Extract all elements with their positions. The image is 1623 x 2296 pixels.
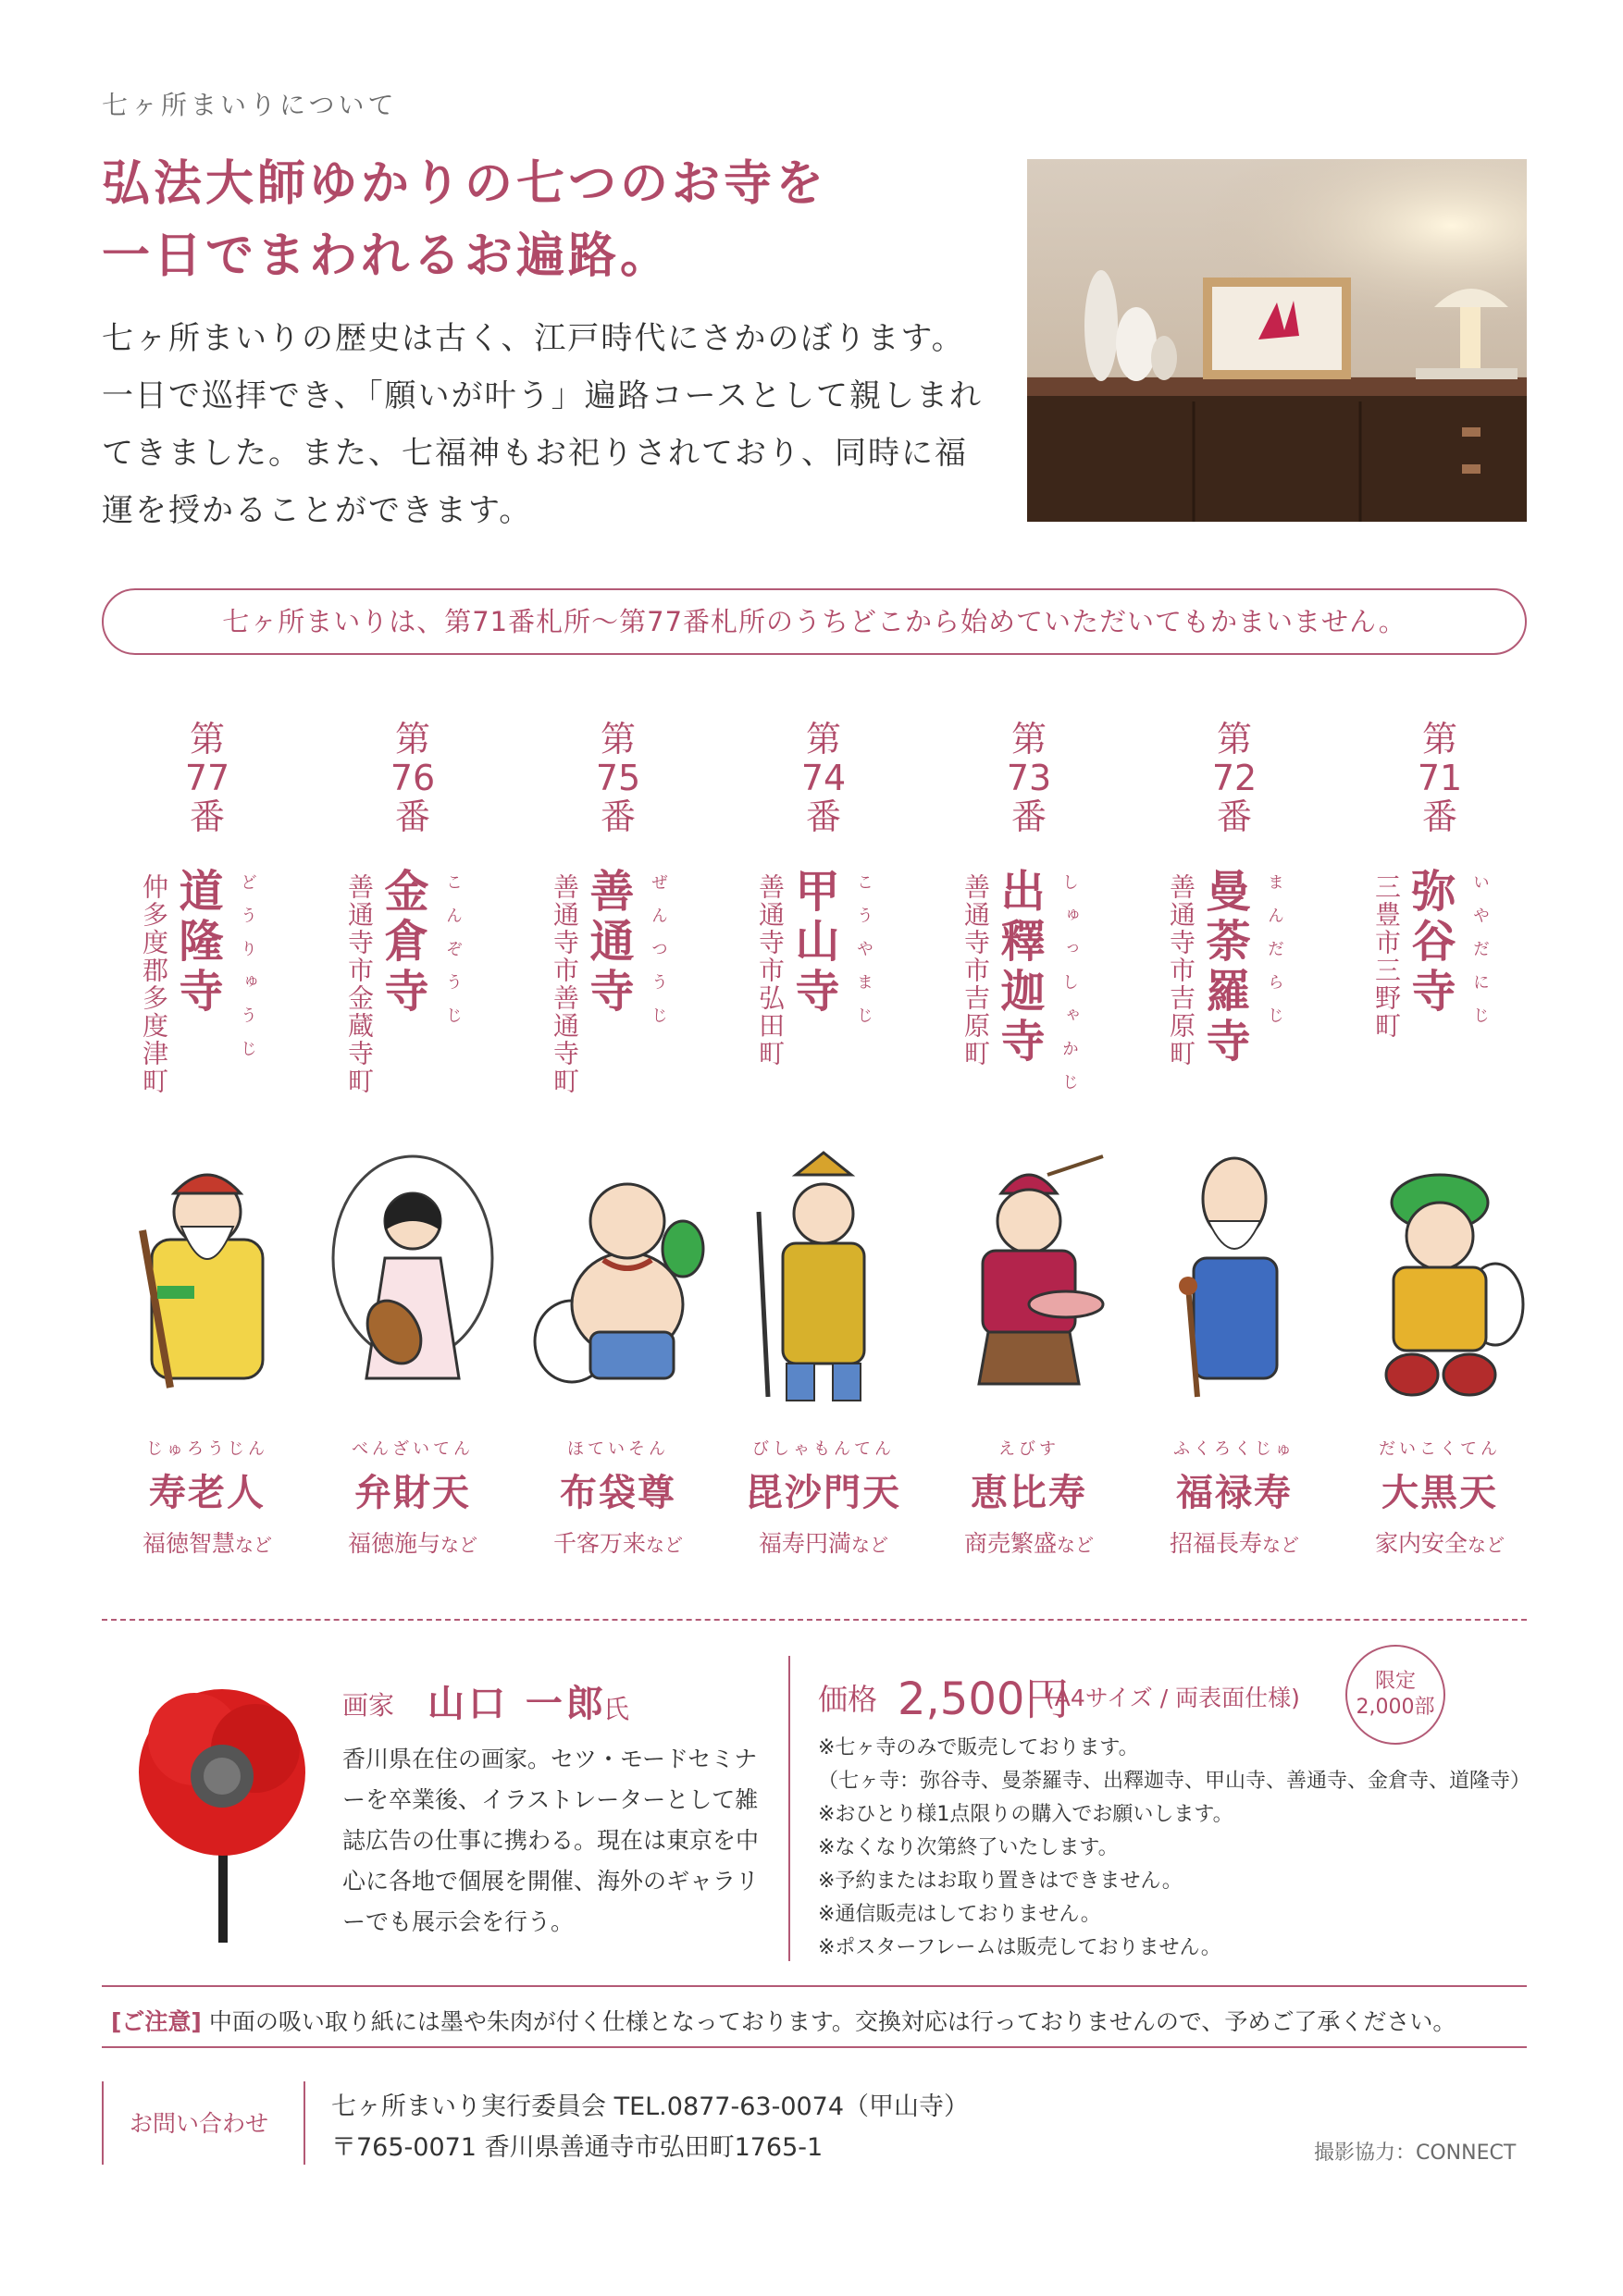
temple-number: 第 74 番 — [800, 719, 847, 837]
god-name: 毘沙門天 — [746, 1472, 901, 1514]
god-benefit: 商売繁盛など — [963, 1530, 1094, 1557]
temple-name: 弥谷寺 — [1404, 868, 1456, 1018]
benzaiten-illustration — [320, 1147, 505, 1406]
temple-number: 第 77 番 — [184, 719, 230, 837]
temple-reading: ぜんつうじ — [649, 873, 668, 1040]
contact-divider — [304, 2081, 305, 2165]
price-spec: (A4サイズ / 両表面仕様) — [1046, 1685, 1300, 1711]
temple-name: 出釋迦寺 — [993, 868, 1045, 1068]
temple-name: 道隆寺 — [171, 868, 223, 1018]
god-name: 恵比寿 — [971, 1472, 1087, 1514]
artist-honorific: 氏 — [603, 1694, 630, 1724]
sales-notes — [818, 1732, 1558, 1965]
god-name: 布袋尊 — [560, 1472, 676, 1514]
god-reading: だいこくてん — [1379, 1439, 1501, 1459]
note-item: ※おひとり様1点限りの購入でお願いします。 — [818, 1803, 1233, 1826]
note-item: ※なくなり次第終了いたします。 — [818, 1836, 1119, 1859]
god-benefit: 福寿円満など — [758, 1530, 888, 1557]
god-benefit: 招福長寿など — [1169, 1530, 1299, 1557]
temple-address: 善通寺市弘田町 — [755, 873, 786, 1068]
ebisu-illustration — [936, 1147, 1121, 1406]
temple-address: 善通寺市善通寺町 — [550, 873, 580, 1095]
god-reading: えびす — [998, 1439, 1059, 1459]
god-name: 福禄寿 — [1176, 1472, 1293, 1514]
headline — [102, 148, 827, 292]
god-reading: べんざいてん — [352, 1439, 474, 1459]
temple-number: 第 73 番 — [1006, 719, 1052, 837]
jurojin-illustration — [115, 1147, 300, 1406]
temple-reading: しゅっしゃかじ — [1059, 873, 1079, 1106]
artist-bio: 香川県在住の画家。セツ・モードセミナーを卒業後、イラストレーターとして雑誌広告の仕事に携わる。現在は東京を中心に各地で個展を開催、海外のギャラリーでも展示会を行う。 — [342, 1746, 760, 1935]
contact-line-1: 七ヶ所まいり実行委員会 TEL.0877-63-0074（甲山寺） — [331, 2092, 970, 2121]
photo-credit: 撮影協力：CONNECT — [1314, 2142, 1517, 2165]
temple-name: 甲山寺 — [787, 868, 839, 1018]
temple-address: 善通寺市金蔵寺町 — [344, 873, 375, 1095]
temple-name: 曼荼羅寺 — [1198, 868, 1250, 1068]
contact-info — [331, 2087, 969, 2168]
price-value: 2,500円 — [898, 1673, 1070, 1725]
note-item: ※七ヶ寺のみで販売しております。 — [818, 1736, 1139, 1759]
temple-71 — [1347, 720, 1532, 1108]
god-daikokuten — [1338, 1436, 1542, 1559]
temple-number: 第 72 番 — [1211, 719, 1258, 837]
price-label: 価格 — [818, 1682, 878, 1717]
artist-label: 画家 — [342, 1690, 395, 1721]
god-reading: じゅろうじん — [146, 1439, 268, 1459]
god-name: 寿老人 — [149, 1472, 266, 1514]
camellia-painting — [130, 1684, 315, 1943]
temple-74 — [731, 720, 916, 1108]
temple-reading: まんだらじ — [1265, 873, 1284, 1040]
daikokuten-illustration — [1347, 1147, 1532, 1406]
temple-73 — [936, 720, 1121, 1108]
kicker: 七ヶ所まいりについて — [102, 90, 398, 120]
god-reading: ふくろくじゅ — [1173, 1439, 1295, 1459]
god-benzaiten — [311, 1436, 514, 1559]
artist-name: 山口 一郎 — [427, 1683, 607, 1725]
god-jurojin — [105, 1436, 309, 1559]
contact-line-2: 〒765-0071 香川県善通寺市弘田町1765-1 — [331, 2133, 824, 2162]
contact-label: お問い合わせ — [130, 2110, 269, 2137]
contact-left-rule — [102, 2081, 104, 2165]
bishamonten-illustration — [731, 1147, 916, 1406]
god-benefit: 福徳智慧など — [142, 1530, 272, 1557]
god-ebisu — [927, 1436, 1131, 1559]
temple-address: 仲多度郡多度津町 — [139, 873, 169, 1095]
caution-text: 中面の吸い取り紙には墨や朱肉が付く仕様となっております。交換対応は行っておりませんので、予めご了承ください。 — [208, 2008, 1456, 2035]
god-name: 大黒天 — [1381, 1472, 1498, 1514]
note-item: ※通信販売はしておりません。 — [818, 1903, 1101, 1926]
caution-bottom-rule — [102, 2046, 1527, 2048]
temple-number: 第 71 番 — [1417, 719, 1463, 837]
intro-paragraph: 七ヶ所まいりの歴史は古く、江戸時代にさかのぼります。一日で巡拝でき、「願いが叶う」遍路コースとして親しまれてきました。また、七福神もお祀りされており、同時に福運を授かることができます。 — [102, 320, 983, 529]
headline-line-2: 一日でまわれるお遍路。 — [102, 228, 673, 284]
fukurokuju-illustration — [1142, 1147, 1327, 1406]
god-benefit: 家内安全など — [1374, 1530, 1505, 1557]
temple-address: 善通寺市吉原町 — [960, 873, 991, 1068]
temple-name: 善通寺 — [582, 868, 634, 1018]
headline-line-1: 弘法大師ゆかりの七つのお寺を — [102, 156, 828, 212]
god-hotei — [516, 1436, 720, 1559]
god-benefit: 千客万来など — [552, 1530, 683, 1557]
temple-75 — [526, 720, 711, 1108]
temple-reading: いやだにじ — [1470, 873, 1490, 1040]
note-item: （七ヶ寺：弥谷寺、曼荼羅寺、出釋迦寺、甲山寺、善通寺、金倉寺、道隆寺） — [818, 1770, 1531, 1793]
temple-77 — [115, 720, 300, 1108]
god-reading: ほていそん — [567, 1439, 669, 1459]
temple-address: 善通寺市吉原町 — [1166, 873, 1196, 1068]
temple-reading: こんぞうじ — [443, 873, 463, 1040]
god-bishamonten — [722, 1436, 925, 1559]
note-item: ※ポスターフレームは販売しておりません。 — [818, 1936, 1221, 1959]
limited-badge: 限定 2,000部 — [1345, 1645, 1445, 1745]
section-divider — [102, 1619, 1527, 1621]
caution-label: [ご注意] — [111, 2008, 202, 2035]
caution-top-rule — [102, 1985, 1527, 1987]
temple-reading: こうやまじ — [854, 873, 873, 1040]
hotei-illustration — [526, 1147, 711, 1406]
interior-photo — [1027, 159, 1527, 522]
temple-address: 三豊市三野町 — [1371, 873, 1402, 1040]
god-reading: びしゃもんてん — [752, 1439, 895, 1459]
god-fukurokuju — [1133, 1436, 1336, 1559]
temple-number: 第 76 番 — [390, 719, 436, 837]
temple-number: 第 75 番 — [595, 719, 641, 837]
note-item: ※予約またはお取り置きはできません。 — [818, 1870, 1183, 1893]
temple-72 — [1142, 720, 1327, 1108]
god-name: 弁財天 — [354, 1472, 471, 1514]
god-benefit: 福徳施与など — [347, 1530, 477, 1557]
temple-name: 金倉寺 — [377, 868, 428, 1018]
start-anywhere-notice: 七ヶ所まいりは、第71番札所～第77番札所のうちどこから始めていただいてもかまいません。 — [102, 588, 1527, 655]
caution-notice — [111, 2004, 1527, 2037]
column-divider — [788, 1656, 790, 1961]
temple-reading: どうりゅうじ — [238, 873, 257, 1073]
temple-76 — [320, 720, 505, 1108]
